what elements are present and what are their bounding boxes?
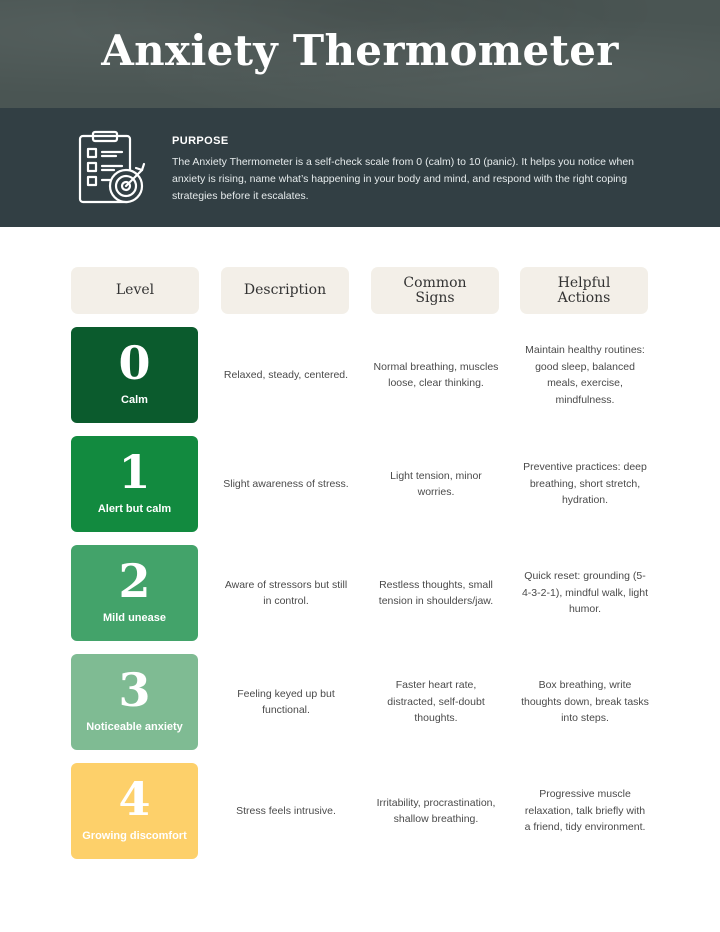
level-card-1 bbox=[71, 436, 198, 532]
level-label: Growing discomfort bbox=[82, 830, 187, 842]
description-cell: Aware of stressors but still in control. bbox=[224, 578, 348, 607]
level-label: Mild unease bbox=[103, 612, 166, 624]
signs-cell: Light tension, minor worries. bbox=[390, 469, 482, 498]
level-number: 3 bbox=[118, 663, 151, 717]
purpose-heading: PURPOSE bbox=[172, 135, 229, 147]
description-cell: Slight awareness of stress. bbox=[223, 477, 349, 490]
actions-cell: Preventive practices: deep breathing, short stretch, hydration. bbox=[523, 461, 647, 507]
level-number: 0 bbox=[118, 336, 151, 390]
column-header-signs: Common Signs bbox=[371, 267, 499, 314]
level-number: 1 bbox=[118, 445, 151, 499]
actions-cell: Box breathing, write thoughts down, break tasks into steps. bbox=[521, 679, 649, 725]
column-header-level: Level bbox=[71, 267, 199, 314]
description-cell: Relaxed, steady, centered. bbox=[223, 368, 349, 381]
page-title: Anxiety Thermometer bbox=[101, 26, 619, 75]
actions-cell: Quick reset: grounding (5-4-3-2-1), mindful walk, light humor. bbox=[521, 570, 649, 616]
level-number: 4 bbox=[118, 772, 151, 826]
column-header-description: Description bbox=[221, 267, 349, 314]
column-header-actions: Helpful Actions bbox=[520, 267, 648, 314]
purpose-panel bbox=[0, 108, 720, 227]
level-label: Alert but calm bbox=[97, 503, 172, 515]
level-card-4 bbox=[71, 763, 198, 859]
description-cell: Feeling keyed up but functional. bbox=[237, 687, 335, 716]
title-banner bbox=[0, 0, 720, 108]
actions-cell: Progressive muscle relaxation, talk briefly with a friend, tidy environment. bbox=[524, 788, 646, 834]
level-label: Calm bbox=[121, 394, 148, 406]
signs-cell: Irritability, procrastination, shallow breathing. bbox=[376, 796, 496, 825]
level-card-2 bbox=[71, 545, 198, 641]
level-card-0 bbox=[71, 327, 198, 423]
purpose-text: The Anxiety Thermometer is a self-check scale from 0 (calm) to 10 (panic). It helps you notice when anxiety is rising, name what’s happening in your body and mind, and respond with the right coping strategies before it escalates. bbox=[172, 156, 634, 202]
level-label: Noticeable anxiety bbox=[86, 721, 183, 733]
actions-cell: Maintain healthy routines: good sleep, balanced meals, exercise, mindfulness. bbox=[525, 344, 645, 406]
signs-cell: Normal breathing, muscles loose, clear thinking. bbox=[373, 360, 499, 389]
clipboard-target-icon bbox=[76, 130, 150, 212]
level-card-3 bbox=[71, 654, 198, 750]
description-cell: Stress feels intrusive. bbox=[236, 804, 336, 817]
signs-cell: Faster heart rate, distracted, self-doubt thoughts. bbox=[387, 679, 485, 725]
signs-cell: Restless thoughts, small tension in shoulders/jaw. bbox=[378, 578, 494, 607]
level-number: 2 bbox=[118, 554, 151, 608]
